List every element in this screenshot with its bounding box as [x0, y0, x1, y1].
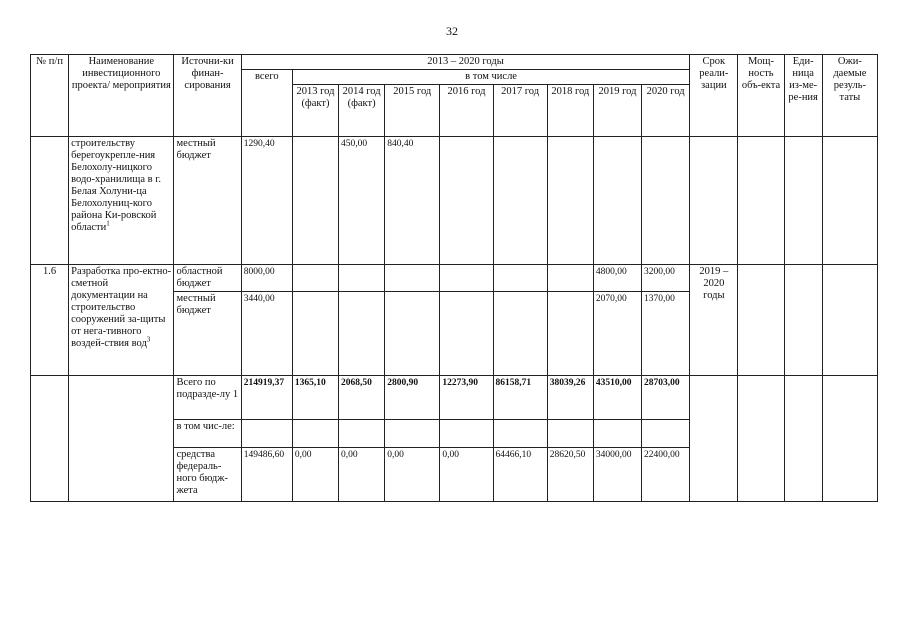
subtotal-value: 2800,90 — [385, 376, 440, 420]
header-year: 2020 год — [642, 85, 690, 137]
funding-source: местный бюджет — [174, 292, 241, 376]
value-2020: 3200,00 — [642, 265, 690, 292]
header-results: Ожи-даемые резуль-таты — [822, 55, 877, 137]
federal-value: 64466,10 — [493, 448, 547, 502]
total-value: 1290,40 — [241, 137, 292, 265]
investment-table — [30, 54, 878, 502]
federal-value: 149486,60 — [241, 448, 292, 502]
header-no: № п/п — [31, 55, 69, 137]
federal-value: 28620,50 — [547, 448, 593, 502]
value-2015: 840,40 — [385, 137, 440, 265]
funding-source: местный бюджет — [174, 137, 241, 265]
project-name: строительству берегоукрепле-ния Белохолу-ницкого водо-хранилища в г. Белая Холуни-ца Белохолуниц-кого района Ки-ровской области$^1$ — [69, 137, 174, 265]
table-row — [31, 265, 878, 292]
header-year: 2018 год — [547, 85, 593, 137]
header-project-name: Наименование инвестиционного проекта/ мероприятия — [69, 55, 174, 137]
row-number: 1.6 — [31, 265, 69, 376]
header-year: 2015 год — [385, 85, 440, 137]
header-total: всего — [241, 70, 292, 137]
subtotal-value: 86158,71 — [493, 376, 547, 420]
term: 2019 – 2020 годы — [690, 265, 738, 376]
value-2020: 1370,00 — [642, 292, 690, 376]
header-unit: Еди-ница из-ме-ре-ния — [784, 55, 822, 137]
federal-budget-label: средства федераль-ного бюдж-жета — [174, 448, 241, 502]
subtotal-value: 38039,26 — [547, 376, 593, 420]
subtotal-value: 2068,50 — [339, 376, 385, 420]
table-row — [31, 137, 878, 265]
including-label: в том чис-ле: — [174, 420, 241, 448]
value-2019: 4800,00 — [593, 265, 641, 292]
subtotal-label: Всего по подразде-лу 1 — [174, 376, 241, 420]
header-source: Источни-ки финан-сирования — [174, 55, 241, 137]
header-period: 2013 – 2020 годы — [241, 55, 690, 70]
header-year: 2016 год — [440, 85, 493, 137]
page-number: 32 — [446, 24, 458, 38]
federal-value: 0,00 — [292, 448, 338, 502]
header-year: 2014 год (факт) — [339, 85, 385, 137]
subtotal-value: 214919,37 — [241, 376, 292, 420]
header-power: Мощ-ность объ-екта — [738, 55, 784, 137]
total-value: 8000,00 — [241, 265, 292, 292]
federal-value: 0,00 — [339, 448, 385, 502]
federal-value: 22400,00 — [642, 448, 690, 502]
federal-value: 34000,00 — [593, 448, 641, 502]
subtotal-value: 43510,00 — [593, 376, 641, 420]
header-term: Срок реали-зации — [690, 55, 738, 137]
value-2019: 2070,00 — [593, 292, 641, 376]
header-year: 2013 год (факт) — [292, 85, 338, 137]
value-2014: 450,00 — [339, 137, 385, 265]
funding-source: областной бюджет — [174, 265, 241, 292]
header-including: в том числе — [292, 70, 689, 85]
federal-value: 0,00 — [385, 448, 440, 502]
table-row — [31, 376, 878, 420]
project-name: Разработка про-ектно-сметной документации на строительство сооружений за-щиты от нега-тивного воздей-ствия вод$^3$ — [69, 265, 174, 376]
total-value: 3440,00 — [241, 292, 292, 376]
subtotal-value: 1365,10 — [292, 376, 338, 420]
subtotal-value: 12273,90 — [440, 376, 493, 420]
subtotal-value: 28703,00 — [642, 376, 690, 420]
header-year: 2017 год — [493, 85, 547, 137]
header-year: 2019 год — [593, 85, 641, 137]
federal-value: 0,00 — [440, 448, 493, 502]
